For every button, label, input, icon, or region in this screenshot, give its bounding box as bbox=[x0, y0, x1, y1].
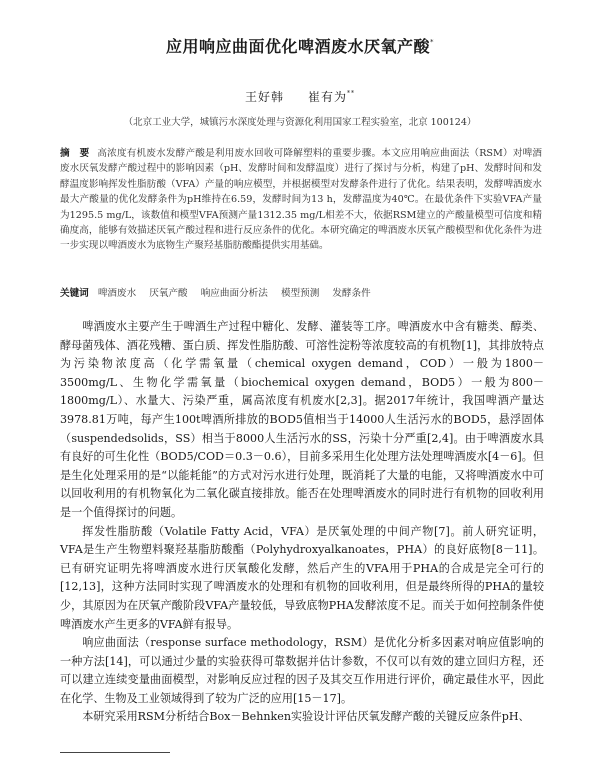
author-footnote-mark: ** bbox=[347, 90, 356, 97]
paragraph: 挥发性脂肪酸（Volatile Fatty Acid，VFA）是厌氧处理的中间产物[7]。前人研究证明，VFA是生产生物塑料聚羟基脂肪酸酯（Polyhydroxyalkanoates，PHA）的良好底物[8－11]。已有研究证明先将啤酒废水进行厌氧酸化发酵，然后产生的VFA用于PHA的合成是完全可行的[12,13]，这种方法同时实现了啤酒废水的处理和有机物的回收利用，但是最终所得的PHA的量较少，其原因为在厌氧产酸阶段VFA产量较低，导致底物PHA发酵浓度不足。而关于如何控制条件使啤酒废水产生更多的VFA鲜有报导。 bbox=[60, 524, 544, 631]
body-text bbox=[60, 318, 544, 727]
keyword: 啤酒废水 bbox=[97, 288, 137, 299]
keyword: 响应曲面分析法 bbox=[200, 288, 268, 299]
paragraph: 响应曲面法（response surface methodology，RSM）是优化分析多因素对响应值影响的一种方法[14]，可以通过少量的实验获得可靠数据并估计参数，不仅可以有效的建立回归方程，还可以建立连续变量曲面模型，对影响反应过程的因子及其交互作用进行评价，确定最佳水平，因此在化学、生物及工业领域得到了较为广泛的应用[15－17]。 bbox=[60, 636, 544, 705]
affiliation: （北京工业大学，城镇污水深度处理与资源化利用国家工程实验室，北京 100124） bbox=[123, 117, 477, 128]
paragraph: 啤酒废水主要产生于啤酒生产过程中糖化、发酵、灌装等工序。啤酒废水中含有糖类、醇类、酵母菌残体、酒花残糟、蛋白质、挥发性脂肪酸、可溶性淀粉等浓度较高的有机物[1]，其排放特点为污染物浓度高（化学需氧量（chemical oxygen demand，COD）一般为1800－3500mg/L、生物化学需氧量（biochemical oxygen demand，BOD5）一般为800－1800mg/L）、水量大、污染严重，属高浓度有机废水[2,3]。据2017年统计，我国啤酒产量达3978.81万吨，每产生100t啤酒所排放的BOD5值相当于14000人生活污水的BOD5，悬浮固体（suspendedsolids，SS）相当于8000人生活污水的SS，污染十分严重[2,4]。由于啤酒废水具有良好的可生化性（BOD5/COD＝0.3－0.6），目前多采用生化处理方法处理啤酒废水[4－6]。但是生化处理采用的是“以能耗能”的方式对污水进行处理，既消耗了大量的电能，又将啤酒废水中可以回收利用的有机物氧化为二氧化碳直接排放。能否在处理啤酒废水的同时进行有机物的回收利用是一个值得探讨的问题。 bbox=[60, 320, 544, 519]
author-2: 崔有为 bbox=[308, 90, 348, 104]
footnote-divider bbox=[60, 752, 170, 753]
paragraph: 本研究采用RSM分析结合Box－Behnken实验设计评估厌氧发酵产酸的关键反应条件pH、 bbox=[82, 710, 530, 724]
title-footnote-mark: * bbox=[430, 38, 434, 46]
paper-title bbox=[0, 34, 600, 57]
paper-title-text: 应用响应曲面优化啤酒废水厌氧产酸 bbox=[165, 37, 430, 56]
abstract-text: 高浓度有机废水发酵产酸是利用废水回收可降解塑料的重要步骤。本文应用响应曲面法（RSM）对啤酒废水厌氧发酵产酸过程中的影响因素（pH、发酵时间和发酵温度）进行了探讨与分析，构建了pH、发酵时间和发酵温度影响挥发性脂肪酸（VFA）产量的响应模型，并根据模型对发酵条件进行了优化。结果表明，发酵啤酒废水最大产酸量的优化发酵条件为pH维持在6.59，发酵时间为13 h，发酵温度为40℃。在最优条件下实验VFA产量为1295.5 mg/L，该数值和模型VFA预测产量1312.35 mg/L相差不大，依据RSM建立的产酸量模型可信度和精确度高，能够有效描述厌氧产酸过程和进行反应条件的优化。本研究确定的啤酒废水厌氧产酸模型和优化条件为进一步实现以啤酒废水为底物生产聚羟基脂肪酸酯提供实用基础。 bbox=[60, 148, 542, 252]
author-1: 王好韩 bbox=[244, 90, 284, 104]
author-line bbox=[0, 88, 600, 105]
keywords-label: 关键词 bbox=[60, 288, 89, 299]
keywords bbox=[60, 285, 542, 299]
abstract-label: 摘 要 bbox=[60, 148, 90, 159]
keyword: 模型预测 bbox=[280, 288, 320, 299]
keyword: 厌氧产酸 bbox=[149, 288, 188, 299]
abstract bbox=[60, 146, 542, 254]
keyword: 发酵条件 bbox=[332, 288, 371, 299]
